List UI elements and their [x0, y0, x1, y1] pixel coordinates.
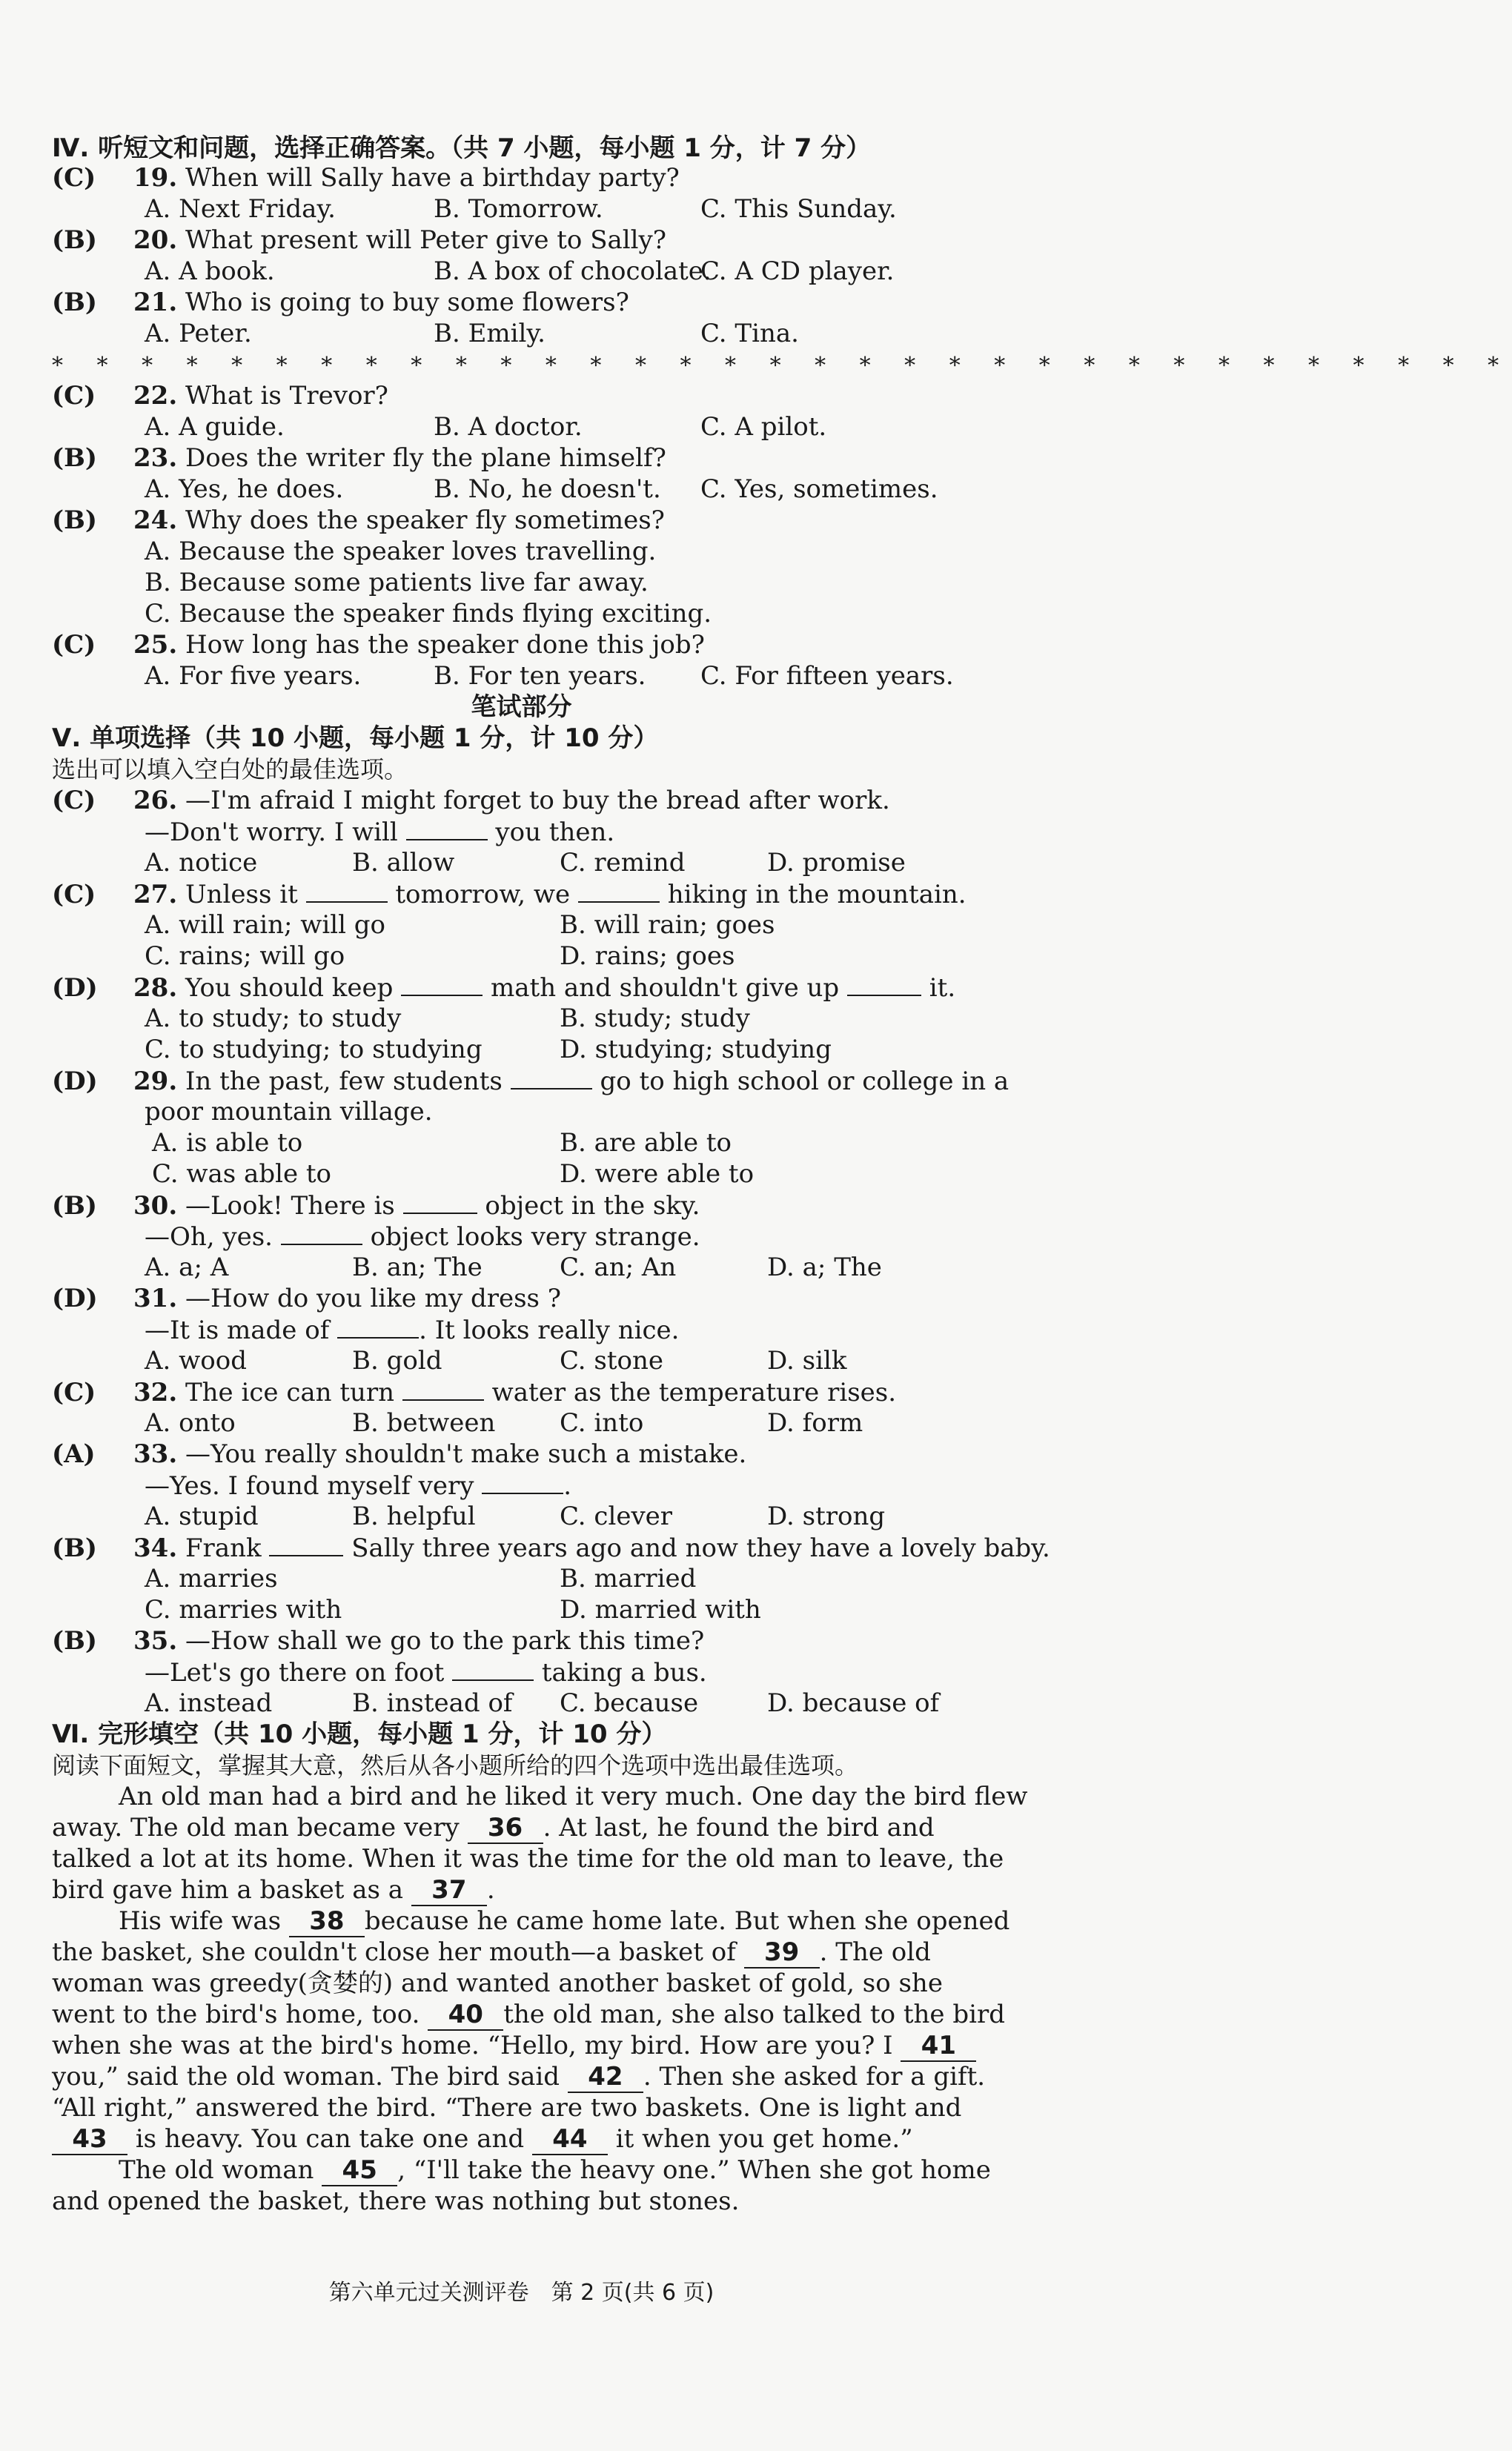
passage-text: , “I'll take the heavy one.” When she got home — [397, 2155, 991, 2185]
option-a: A. For five years. — [145, 661, 362, 691]
passage-text: away. The old man became very — [52, 1813, 460, 1843]
question-text: Unless it — [185, 880, 298, 909]
question-text: taking a bus. — [541, 1658, 707, 1688]
question-23 — [52, 443, 1001, 473]
question-29-line2: poor mountain village. — [145, 1097, 433, 1127]
option-c: C. Because the speaker finds flying exciting. — [145, 599, 712, 628]
question-text: —Yes. I found myself very — [145, 1471, 474, 1501]
passage-line: and opened the basket, there was nothing but stones. — [52, 2186, 740, 2216]
cloze-blank-40: 40 — [428, 2000, 503, 2031]
passage-text: the basket, she couldn't close her mouth—a basket of — [52, 1937, 736, 1967]
cloze-blank-39: 39 — [744, 1937, 820, 1969]
option-a: A. notice — [145, 848, 258, 878]
option-b: B. gold — [352, 1346, 442, 1376]
option-d: D. married with — [560, 1595, 761, 1625]
option-b: B. allow — [352, 848, 455, 878]
passage-line: talked a lot at its home. When it was the time for the old man to leave, the — [52, 1844, 1004, 1874]
question-text: —Look! There is — [185, 1191, 395, 1221]
passage-text: bird gave him a basket as a — [52, 1875, 404, 1905]
option-c: C. was able to — [152, 1159, 332, 1189]
question-text: —I'm afraid I might forget to buy the bread after work. — [185, 786, 890, 815]
passage-line — [52, 1906, 1067, 1937]
question-text: . It looks really nice. — [419, 1316, 680, 1345]
question-number: 20. — [133, 225, 178, 255]
answer-mark: (B) — [52, 1533, 97, 1563]
option-d: D. silk — [767, 1346, 847, 1376]
option-b: B. are able to — [560, 1128, 732, 1158]
question-text: . — [563, 1471, 572, 1501]
answer-mark: (B) — [52, 288, 97, 317]
answer-blank — [482, 1470, 563, 1494]
question-text: —How shall we go to the park this time? — [185, 1626, 705, 1656]
option-c: C. into — [560, 1408, 644, 1438]
answer-blank — [401, 972, 483, 996]
option-b: B. Because some patients live far away. — [145, 568, 649, 597]
option-c: C. For fifteen years. — [700, 661, 954, 691]
option-c: C. A CD player. — [700, 256, 895, 286]
written-part-heading: 笔试部分 — [471, 692, 572, 722]
question-text: go to high school or college in a — [600, 1067, 1009, 1096]
question-number: 29. — [133, 1067, 178, 1096]
answer-mark: (B) — [52, 225, 97, 255]
option-a: A. will rain; will go — [145, 910, 386, 940]
section5-title: Ⅴ. 单项选择（共 10 小题，每小题 1 分，计 10 分） — [52, 723, 659, 753]
answer-mark: (A) — [52, 1439, 96, 1469]
answer-mark: (C) — [52, 163, 96, 193]
question-text: —It is made of — [145, 1316, 330, 1345]
question-19 — [52, 163, 1001, 193]
passage-line — [52, 2155, 1067, 2186]
question-text: When will Sally have a birthday party? — [185, 163, 680, 193]
cloze-blank-42: 42 — [568, 2062, 643, 2093]
question-22 — [52, 381, 1001, 411]
answer-mark: (D) — [52, 1284, 98, 1313]
cloze-blank-44: 44 — [532, 2124, 608, 2155]
option-d: D. rains; goes — [560, 941, 735, 971]
passage-line — [52, 1813, 1001, 1844]
passage-line — [52, 2062, 1001, 2093]
question-35 — [52, 1626, 1001, 1656]
option-c: C. Yes, sometimes. — [700, 474, 938, 504]
question-text: it. — [929, 973, 956, 1003]
question-text: How long has the speaker done this job? — [185, 630, 705, 660]
option-b: B. helpful — [352, 1502, 476, 1531]
answer-mark: (C) — [52, 786, 96, 815]
passage-text: because he came home late. But when she opened — [364, 1906, 1010, 1936]
section6-instruction: 阅读下面短文，掌握其大意，然后从各小题所给的四个选项中选出最佳选项。 — [52, 1751, 859, 1780]
question-text: —Let's go there on foot — [145, 1658, 445, 1688]
question-number: 19. — [133, 163, 178, 193]
option-d: D. studying; studying — [560, 1035, 832, 1064]
question-20 — [52, 225, 1001, 255]
passage-text: you,” said the old woman. The bird said — [52, 2062, 560, 2092]
question-text: Who is going to buy some flowers? — [185, 288, 629, 317]
option-c: C. remind — [560, 848, 686, 878]
passage-line — [52, 2000, 1006, 2031]
passage-text: it when you get home.” — [615, 2124, 913, 2154]
question-34 — [52, 1533, 1050, 1563]
option-c: C. because — [560, 1688, 699, 1718]
passage-text: . Then she asked for a gift. — [643, 2062, 986, 2092]
option-a: A. Because the speaker loves travelling. — [145, 537, 657, 566]
question-35-line2 — [52, 1657, 1093, 1688]
option-c: C. marries with — [145, 1595, 342, 1625]
option-a: A. a; A — [145, 1253, 229, 1282]
option-c: C. rains; will go — [145, 941, 345, 971]
answer-mark: (C) — [52, 880, 96, 909]
section6-title: Ⅵ. 完形填空（共 10 小题，每小题 1 分，计 10 分） — [52, 1719, 667, 1749]
question-text: Does the writer fly the plane himself? — [185, 443, 666, 473]
cloze-blank-43: 43 — [52, 2124, 127, 2155]
answer-mark: (B) — [52, 1191, 97, 1221]
page-footer: 第六单元过关测评卷 第 2 页(共 6 页) — [328, 2280, 714, 2306]
question-text: object in the sky. — [485, 1191, 700, 1221]
option-d: D. promise — [767, 848, 906, 878]
answer-blank — [402, 1377, 484, 1401]
question-32 — [52, 1377, 1001, 1407]
question-text: Why does the speaker fly sometimes? — [185, 505, 665, 535]
option-c: C. an; An — [560, 1253, 677, 1282]
question-number: 31. — [133, 1284, 178, 1313]
cloze-blank-36: 36 — [468, 1813, 543, 1844]
question-26 — [52, 786, 1001, 815]
option-b: B. A box of chocolate. — [434, 256, 712, 286]
option-d: D. strong — [767, 1502, 886, 1531]
option-c: C. to studying; to studying — [145, 1035, 483, 1064]
question-number: 27. — [133, 880, 178, 909]
option-b: B. will rain; goes — [560, 910, 775, 940]
question-text: —How do you like my dress ? — [185, 1284, 562, 1313]
answer-blank — [511, 1066, 592, 1089]
option-a: A. Peter. — [145, 319, 252, 348]
question-text: —Oh, yes. — [145, 1222, 273, 1252]
question-number: 34. — [133, 1533, 178, 1563]
passage-text: . — [486, 1875, 495, 1905]
option-c: C. Tina. — [700, 319, 799, 348]
question-text: —You really shouldn't make such a mistake. — [185, 1439, 747, 1469]
answer-blank — [578, 879, 660, 903]
option-b: B. No, he doesn't. — [434, 474, 661, 504]
option-a: A. to study; to study — [145, 1004, 402, 1033]
cloze-blank-37: 37 — [411, 1875, 487, 1906]
question-text: Frank — [185, 1533, 262, 1563]
question-31 — [52, 1284, 1001, 1313]
option-a: A. instead — [145, 1688, 273, 1718]
answer-mark: (B) — [52, 443, 97, 473]
option-a: A. Next Friday. — [145, 194, 336, 224]
option-b: B. study; study — [560, 1004, 750, 1033]
passage-text: The old woman — [119, 2155, 314, 2185]
question-33 — [52, 1439, 1001, 1469]
question-number: 32. — [133, 1378, 178, 1407]
question-number: 23. — [133, 443, 178, 473]
question-text: you then. — [495, 817, 615, 847]
option-a: A. A guide. — [145, 412, 285, 442]
answer-blank — [406, 817, 488, 840]
answer-mark: (D) — [52, 973, 98, 1003]
question-number: 25. — [133, 630, 178, 660]
question-text: Sally three years ago and now they have a lovely baby. — [351, 1533, 1050, 1563]
answer-mark: (B) — [52, 505, 97, 535]
option-a: A. marries — [145, 1564, 278, 1593]
option-a: A. A book. — [145, 256, 275, 286]
question-33-line2 — [52, 1470, 1093, 1501]
passage-text: . The old — [819, 1937, 931, 1967]
question-text: What present will Peter give to Sally? — [185, 225, 666, 255]
question-28 — [52, 972, 1001, 1003]
cloze-blank-41: 41 — [901, 2031, 976, 2062]
question-text: hiking in the mountain. — [667, 880, 966, 909]
question-text: In the past, few students — [185, 1067, 503, 1096]
passage-text: when she was at the bird's home. “Hello, my bird. How are you? I — [52, 2031, 893, 2060]
question-number: 21. — [133, 288, 178, 317]
answer-mark: (B) — [52, 1626, 97, 1656]
answer-blank — [281, 1221, 362, 1245]
passage-line — [52, 1875, 1001, 1906]
option-a: A. is able to — [152, 1128, 303, 1158]
answer-blank — [337, 1315, 419, 1339]
passage-text: His wife was — [119, 1906, 282, 1936]
question-30 — [52, 1190, 1001, 1221]
option-d: D. were able to — [560, 1159, 755, 1189]
option-b: B. For ten years. — [434, 661, 646, 691]
option-a: A. Yes, he does. — [145, 474, 344, 504]
question-text: tomorrow, we — [395, 880, 571, 909]
question-29 — [52, 1066, 1009, 1096]
passage-line: An old man had a bird and he liked it very much. One day the bird flew — [119, 1782, 1028, 1811]
answer-blank — [452, 1657, 534, 1681]
cloze-blank-38: 38 — [289, 1906, 365, 1937]
option-a: A. stupid — [145, 1502, 259, 1531]
question-text: object looks very strange. — [370, 1222, 700, 1252]
question-text: You should keep — [185, 973, 394, 1003]
option-d: D. because of — [767, 1688, 940, 1718]
passage-text: went to the bird's home, too. — [52, 2000, 420, 2029]
passage-line — [52, 2124, 1001, 2155]
option-d: D. form — [767, 1408, 863, 1438]
question-text: math and shouldn't give up — [491, 973, 840, 1003]
question-number: 35. — [133, 1626, 178, 1656]
option-c: C. A pilot. — [700, 412, 827, 442]
answer-blank — [269, 1533, 343, 1556]
option-a: A. wood — [145, 1346, 247, 1376]
star-divider: * * * * * * * * * * * * * * * * * * * * * * * * * * * * * * * * * — [52, 353, 1512, 379]
question-number: 24. — [133, 505, 178, 535]
passage-text: . At last, he found the bird and — [543, 1813, 935, 1843]
option-c: C. clever — [560, 1502, 673, 1531]
passage-text: the old man, she also talked to the bird — [503, 2000, 1006, 2029]
question-24 — [52, 505, 1001, 535]
passage-text: is heavy. You can take one and — [135, 2124, 525, 2154]
question-number: 22. — [133, 381, 178, 411]
question-number: 26. — [133, 786, 178, 815]
passage-line: “All right,” answered the bird. “There are two baskets. One is light and — [52, 2093, 962, 2123]
question-27 — [52, 879, 1001, 909]
option-d: D. a; The — [767, 1253, 882, 1282]
question-25 — [52, 630, 1001, 660]
answer-mark: (C) — [52, 381, 96, 411]
answer-mark: (C) — [52, 1378, 96, 1407]
option-b: B. an; The — [352, 1253, 483, 1282]
question-31-line2 — [52, 1315, 1093, 1345]
question-number: 28. — [133, 973, 178, 1003]
question-21 — [52, 288, 1001, 317]
option-b: B. Tomorrow. — [434, 194, 603, 224]
question-text: —Don't worry. I will — [145, 817, 398, 847]
question-26-line2 — [52, 817, 1093, 847]
option-c: C. This Sunday. — [700, 194, 897, 224]
question-text: The ice can turn — [185, 1378, 395, 1407]
cloze-blank-45: 45 — [322, 2155, 397, 2186]
passage-line — [52, 1937, 1001, 1969]
question-number: 33. — [133, 1439, 178, 1469]
option-c: C. stone — [560, 1346, 664, 1376]
passage-line: woman was greedy(贪婪的) and wanted another basket of gold, so she — [52, 1969, 943, 1998]
answer-blank — [403, 1190, 477, 1214]
question-text: water as the temperature rises. — [491, 1378, 897, 1407]
answer-blank — [306, 879, 388, 903]
answer-blank — [847, 972, 921, 996]
question-30-line2 — [52, 1221, 1093, 1252]
option-a: A. onto — [145, 1408, 236, 1438]
option-b: B. between — [352, 1408, 496, 1438]
section4-title: Ⅳ. 听短文和问题，选择正确答案。（共 7 小题，每小题 1 分，计 7 分） — [52, 133, 872, 163]
question-text: What is Trevor? — [185, 381, 388, 411]
option-b: B. married — [560, 1564, 697, 1593]
passage-line — [52, 2031, 1001, 2062]
question-number: 30. — [133, 1191, 178, 1221]
option-b: B. A doctor. — [434, 412, 583, 442]
answer-mark: (C) — [52, 630, 96, 660]
option-b: B. instead of — [352, 1688, 513, 1718]
option-b: B. Emily. — [434, 319, 546, 348]
section5-instruction: 选出可以填入空白处的最佳选项。 — [52, 755, 408, 783]
answer-mark: (D) — [52, 1067, 98, 1096]
